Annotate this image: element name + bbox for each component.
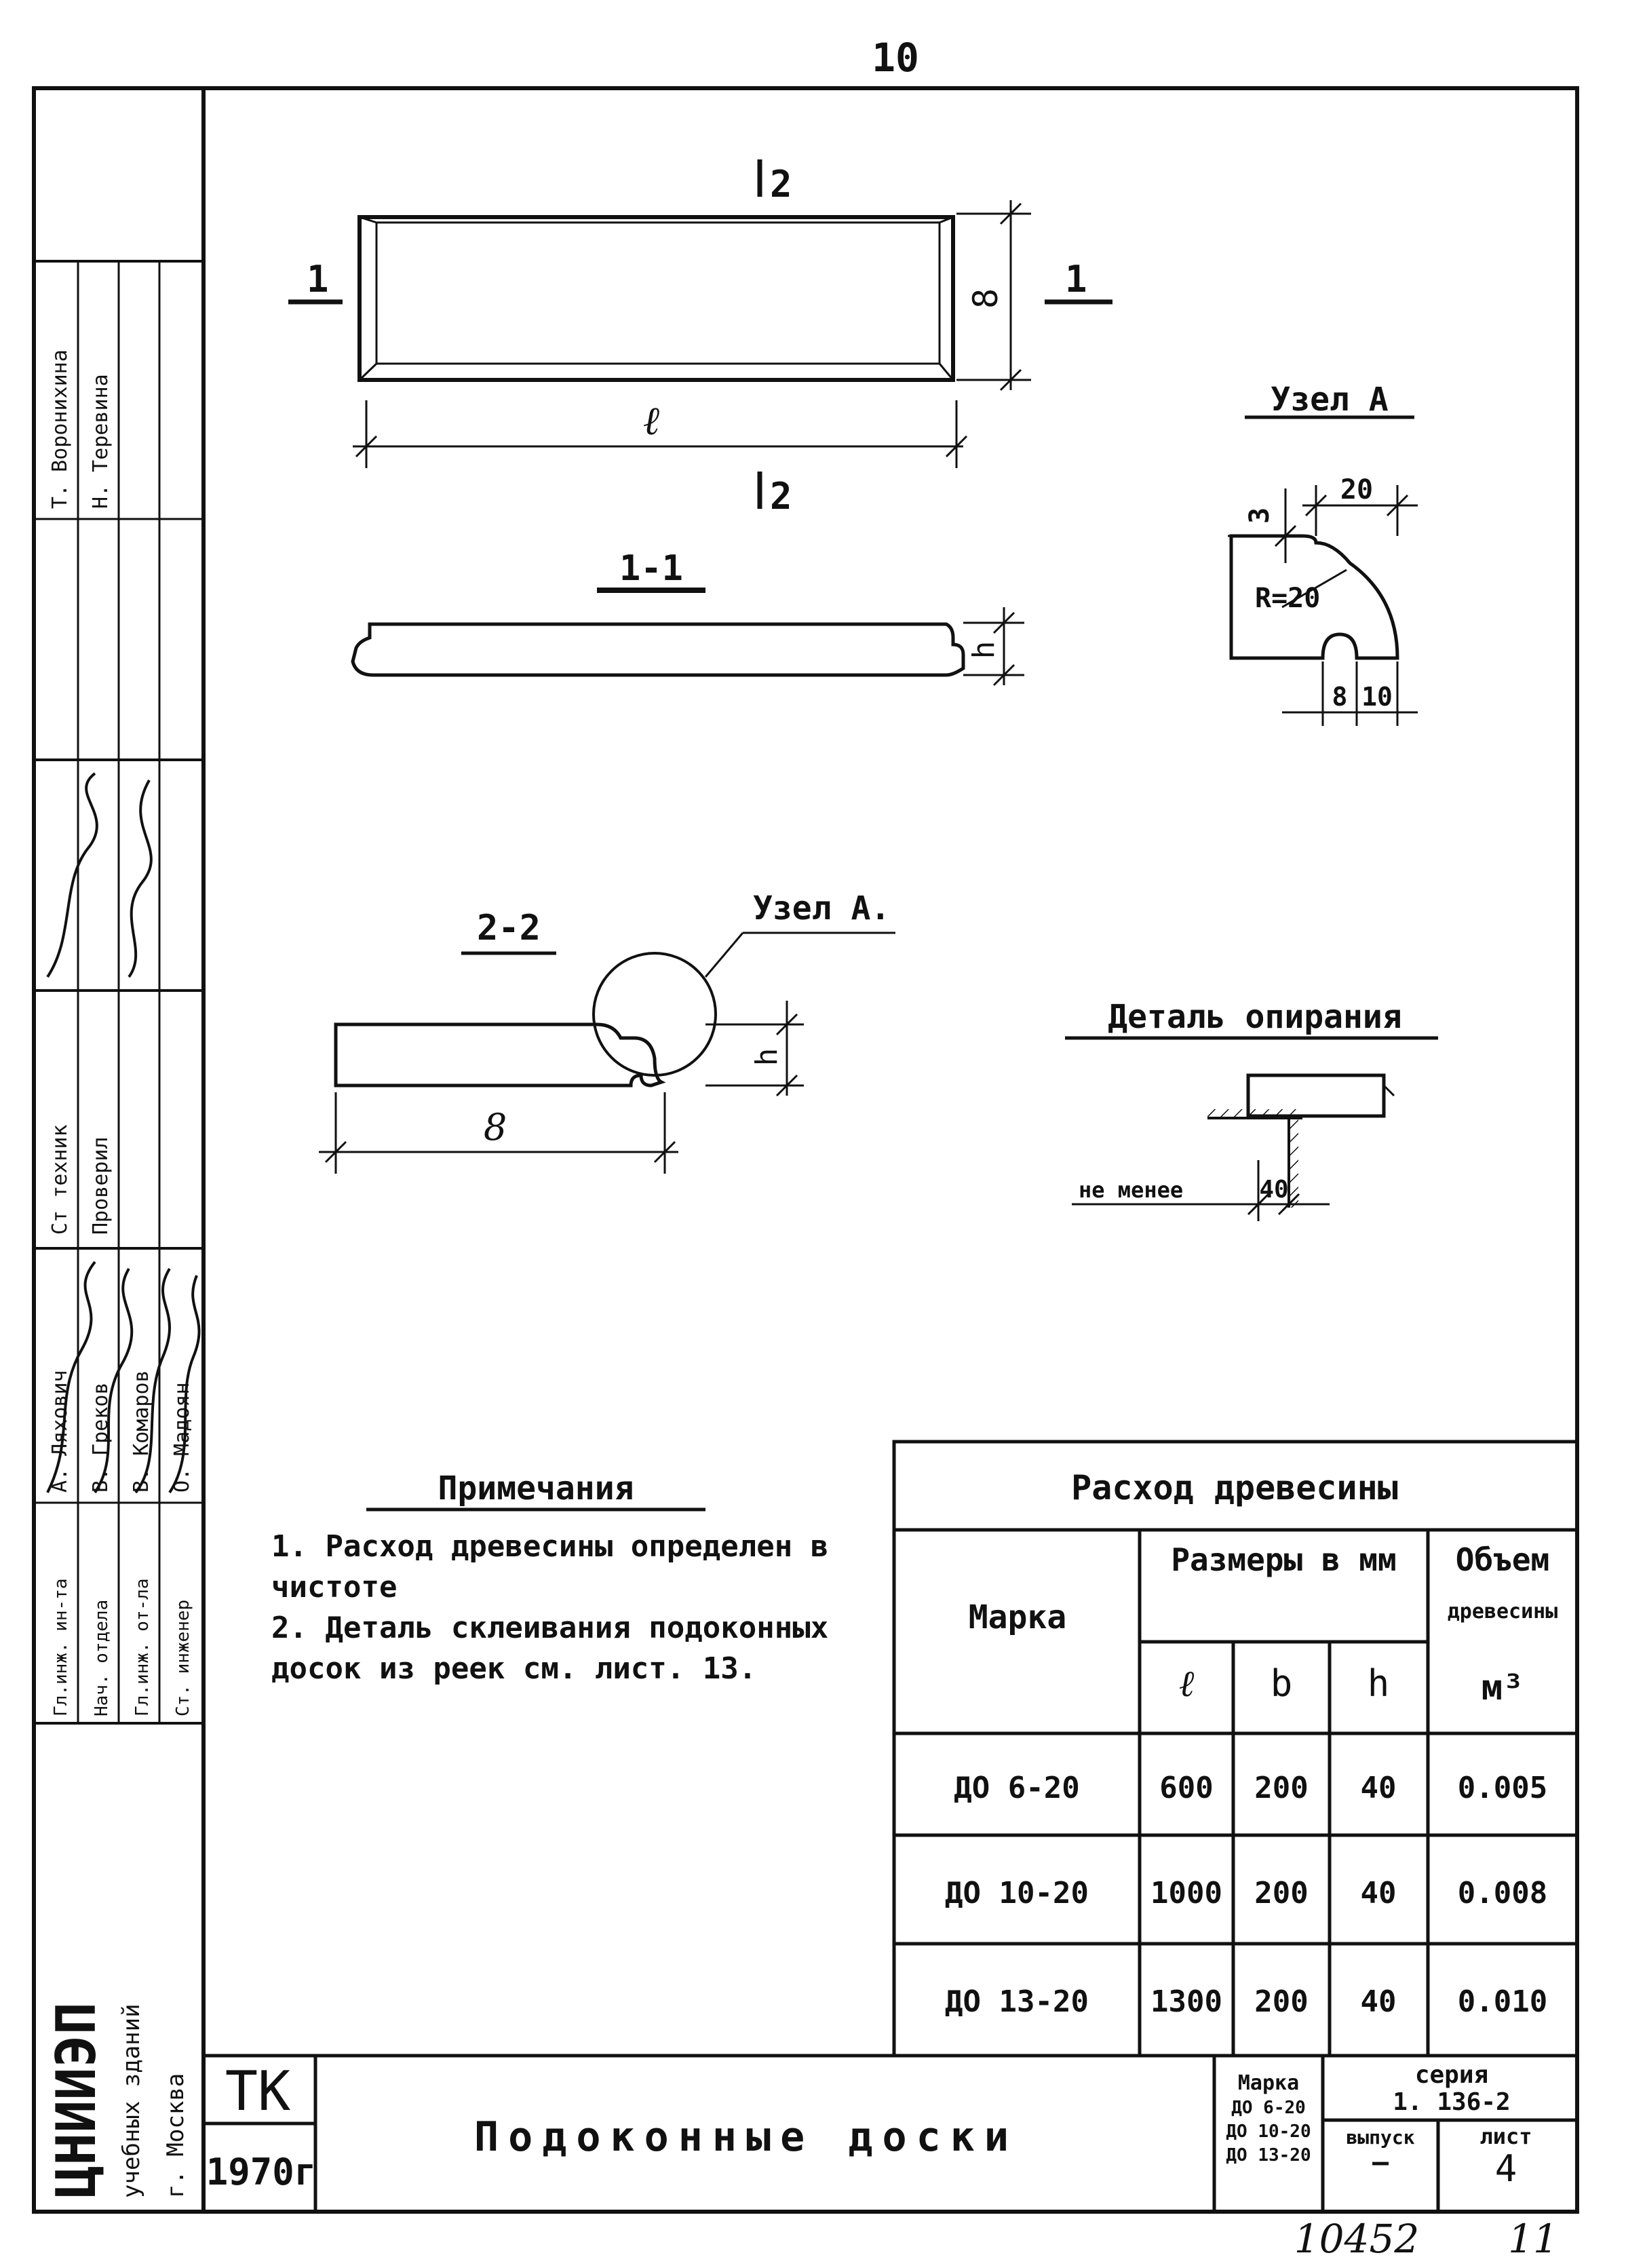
series-value: 1. 136-2 <box>1393 2088 1511 2116</box>
table-col-volume-unit: м³ <box>1481 1668 1524 1708</box>
stamp-role-2: Нач. отдела <box>92 1599 112 1716</box>
table-sub-h: h <box>1367 1662 1390 1705</box>
support-min-label: не менее <box>1079 1177 1184 1203</box>
section-2-2-dim-width: 8 <box>483 1106 507 1149</box>
plan-section-bottom: 2 <box>770 475 792 518</box>
stamp-org-line3: г. Москва <box>162 2073 189 2198</box>
table-row <box>945 1876 1547 1910</box>
row-2-volume: 0.008 <box>1457 1876 1548 1910</box>
node-a-title: Узел А <box>1271 381 1389 419</box>
row-2-l: 1000 <box>1150 1876 1222 1910</box>
row-1-b: 200 <box>1254 1771 1309 1805</box>
stamp-person-1: А. Ляхович <box>48 1370 72 1493</box>
sheet-label: лист <box>1479 2123 1532 2149</box>
row-1-l: 600 <box>1159 1771 1214 1805</box>
section-1-1-dim-h: h <box>967 640 1001 659</box>
row-1-volume: 0.005 <box>1457 1771 1548 1805</box>
section-1-1 <box>353 590 1024 685</box>
row-2-h: 40 <box>1360 1876 1397 1910</box>
stamp-org-line2: учебных зданий <box>118 2003 145 2198</box>
row-3-b: 200 <box>1254 1984 1309 2019</box>
table-sub-l: ℓ <box>1178 1662 1195 1705</box>
issue-value: – <box>1372 2147 1389 2178</box>
table-col-mark: Марка <box>968 1598 1067 1636</box>
support-title: Деталь опирания <box>1108 998 1402 1036</box>
section-2-2-dim-h: h <box>750 1047 784 1066</box>
row-3-volume: 0.010 <box>1457 1984 1548 2019</box>
plan-view <box>288 159 1112 509</box>
stamp-name-b-2: Н. Теревина <box>89 374 113 509</box>
sheet-value: 4 <box>1494 2147 1517 2190</box>
plan-section-right: 1 <box>1065 258 1087 301</box>
title-block-marks <box>1226 2071 1311 2166</box>
table-col-sizes: Размеры в мм <box>1171 1541 1397 1578</box>
mark-1: ДО 6-20 <box>1231 2098 1306 2118</box>
mark-3: ДО 13-20 <box>1226 2145 1311 2166</box>
section-2-2-node-callout: Узел А. <box>753 889 891 927</box>
title-block-title: Подоконные доски <box>474 2113 1018 2161</box>
section-2-2 <box>319 933 895 1174</box>
row-1-h: 40 <box>1360 1771 1397 1805</box>
stamp-person-2: В. Греков <box>89 1382 113 1493</box>
table-col-volume-1: Объем <box>1455 1541 1550 1578</box>
section-1-1-title: 1-1 <box>619 548 683 589</box>
node-a-dim-10: 10 <box>1361 682 1393 712</box>
page-number: 10 <box>872 35 919 81</box>
stamp-role-b-1: Ст техник <box>48 1124 72 1235</box>
row-1-mark: ДО 6-20 <box>954 1771 1080 1805</box>
stamp-org-line1: ЦНИИЭП <box>45 2002 108 2198</box>
wood-table <box>894 1442 1577 2056</box>
issue-label: выпуск <box>1346 2126 1415 2149</box>
table-col-volume-2: древесины <box>1447 1600 1558 1623</box>
table-title: Расход древесины <box>1071 1468 1398 1507</box>
stamp-name-b-1: Т. Воронихина <box>48 349 72 509</box>
title-block-tk: ТК <box>225 2060 291 2123</box>
plan-section-left: 1 <box>307 258 329 301</box>
node-a-dim-3: 3 <box>1244 507 1275 524</box>
notes-block <box>271 1469 862 1798</box>
series-label: серия <box>1414 2061 1489 2089</box>
notes-title: Примечания <box>438 1469 634 1507</box>
row-2-b: 200 <box>1254 1876 1309 1910</box>
node-a-dim-8: 8 <box>1332 682 1348 712</box>
stamp-role-b-2: Проверил <box>89 1136 113 1235</box>
note-item-1: 1. Расход древесины определен в чистоте <box>271 1529 829 1604</box>
plan-dim-length: ℓ <box>642 398 660 444</box>
row-2-mark: ДО 10-20 <box>945 1876 1089 1910</box>
mark-2: ДО 10-20 <box>1226 2121 1311 2142</box>
footer-page-number: 11 <box>1508 2216 1558 2262</box>
node-a-dim-20: 20 <box>1340 474 1374 505</box>
table-sub-b: b <box>1270 1662 1293 1705</box>
node-a-detail <box>1228 417 1418 726</box>
section-2-2-title: 2-2 <box>477 908 541 948</box>
stamp-person-3: В. Комаров <box>130 1370 153 1493</box>
note-item-2: 2. Деталь склеивания подоконных досок из реек см. лист. 13. <box>271 1611 829 1686</box>
table-row <box>945 1984 1547 2019</box>
support-dim-40: 40 <box>1259 1176 1289 1204</box>
stamp-person-4: О. Мадоян <box>170 1382 194 1493</box>
title-block-year: 1970г <box>206 2151 317 2193</box>
plan-dim-width: 8 <box>966 288 1005 309</box>
node-a-radius: R=20 <box>1255 583 1321 614</box>
row-3-mark: ДО 13-20 <box>945 1984 1089 2019</box>
table-row <box>954 1771 1547 1805</box>
stamp-role-4: Ст. инженер <box>173 1599 193 1716</box>
marks-label: Марка <box>1237 2071 1300 2095</box>
row-3-h: 40 <box>1360 1984 1397 2019</box>
stamp-role-1: Гл.инж. ин-та <box>51 1578 71 1716</box>
plan-section-top: 2 <box>770 163 792 206</box>
row-3-l: 1300 <box>1150 1984 1222 2019</box>
stamp-role-3: Гл.инж. от-ла <box>132 1578 153 1716</box>
footer-inventory-number: 10452 <box>1294 2216 1420 2262</box>
